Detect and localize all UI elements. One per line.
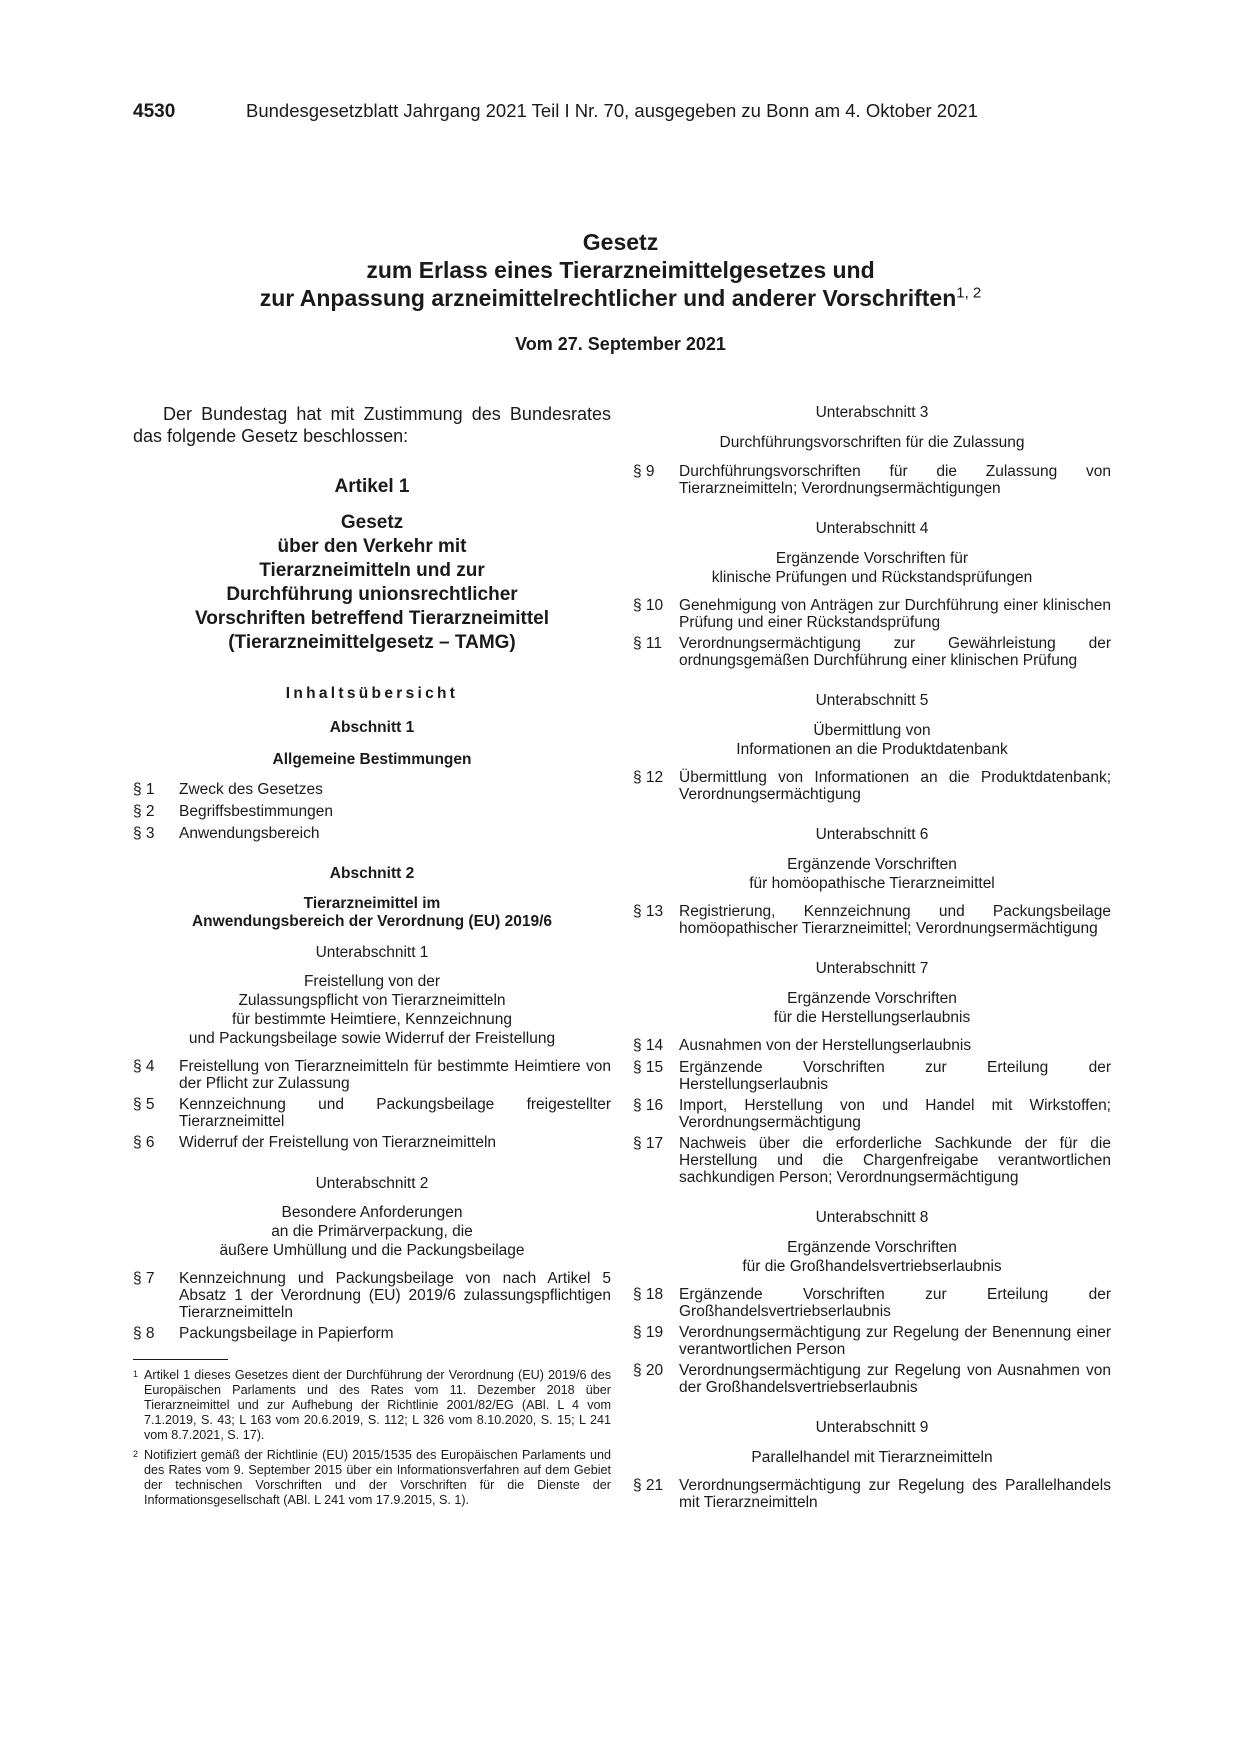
unterabschnitt-9-title: Parallelhandel mit Tierarzneimitteln — [751, 1449, 993, 1466]
unterabschnitt-8-title — [633, 1238, 1111, 1276]
subsection-title-line: für bestimmte Heimtiere, Kennzeichnung — [232, 1011, 512, 1028]
section-number: § 15 — [633, 1059, 664, 1076]
law-title-line: (Tierarzneimittelgesetz – TAMG) — [228, 632, 516, 653]
section-title: Registrierung, Kennzeichnung und Packungsbeilage homöopathischer Tierarzneimittel; Verordnungsermächtigung — [679, 903, 1111, 937]
right-column — [633, 403, 1111, 1515]
abschnitt-1-label: Abschnitt 1 — [329, 719, 415, 736]
law-title-block — [0, 228, 1241, 355]
unterabschnitt-6-title — [633, 855, 1111, 893]
section-title: Packungsbeilage in Papierform — [179, 1325, 394, 1342]
subsection-title-line: und Packungsbeilage sowie Widerruf der Freistellung — [188, 1030, 556, 1047]
section-number: § 7 — [133, 1270, 155, 1287]
unterabschnitt-1-list — [133, 1058, 611, 1152]
subsection-title-line: Ergänzende Vorschriften — [787, 856, 957, 873]
preamble: Der Bundestag hat mit Zustimmung des Bundesrates das folgende Gesetz beschlossen: — [133, 404, 611, 446]
unterabschnitt-7-label: Unterabschnitt 7 — [815, 960, 929, 977]
section-number: § 16 — [633, 1097, 664, 1114]
section-number: § 6 — [133, 1134, 155, 1151]
toc-entry[interactable] — [633, 1324, 1111, 1358]
section-number: § 4 — [133, 1058, 155, 1075]
unterabschnitt-3-list — [633, 463, 1111, 497]
subsection-title-line: Übermittlung von — [813, 722, 931, 739]
abschnitt-2-title-1: Tierarzneimittel im — [303, 895, 441, 912]
law-title-line: Tierarzneimitteln und zur — [259, 560, 485, 581]
footnote-text: Notifiziert gemäß der Richtlinie (EU) 2015/1535 des Europäischen Parlaments und des Rates vom 9. September 2015 über ein Informationsverfahren auf dem Gebiet der technischen Vorschriften und der Vorschriften für die Dienste der Informationsgesellschaft (ABl. L 241 vom 17.9.2015, S. 1). — [144, 1448, 611, 1507]
toc-entry[interactable] — [133, 1134, 611, 1152]
section-number: § 10 — [633, 597, 664, 614]
toc-entry[interactable] — [633, 1286, 1111, 1320]
publication-line: Bundesgesetzblatt Jahrgang 2021 Teil I Nr. 70, ausgegeben zu Bonn am 4. Oktober 2021 — [246, 100, 978, 121]
toc-entry[interactable] — [133, 1325, 611, 1343]
section-title: Durchführungsvorschriften für die Zulassung von Tierarzneimitteln; Verordnungsermächtigungen — [679, 463, 1111, 497]
unterabschnitt-9-list — [633, 1477, 1111, 1511]
section-title: Ergänzende Vorschriften zur Erteilung der Herstellungserlaubnis — [679, 1059, 1111, 1093]
unterabschnitt-9-label: Unterabschnitt 9 — [815, 1419, 929, 1436]
toc-entry[interactable] — [133, 1096, 611, 1130]
footnote-mark: 2 — [133, 1449, 139, 1459]
subsection-title-line: an die Primärverpackung, die — [271, 1223, 473, 1240]
footnote — [133, 1368, 611, 1443]
page-number: 4530 — [133, 101, 176, 122]
toc-entry[interactable] — [633, 903, 1111, 937]
toc-entry[interactable] — [633, 1135, 1111, 1186]
subsection-title-line: Freistellung von der — [303, 973, 441, 990]
subsection-title-line: Ergänzende Vorschriften — [787, 1239, 957, 1256]
subsection-title-line: Ergänzende Vorschriften für — [775, 550, 969, 567]
subsection-title-line: Informationen an die Produktdatenbank — [736, 741, 1008, 758]
subsection-title-line: klinische Prüfungen und Rückstandsprüfungen — [711, 569, 1033, 586]
toc-entry[interactable] — [133, 1058, 611, 1092]
abschnitt-1-title: Allgemeine Bestimmungen — [272, 751, 472, 768]
toc-entry[interactable] — [633, 635, 1111, 669]
law-title-line: Vorschriften betreffend Tierarzneimittel — [194, 608, 550, 629]
footnote — [133, 1448, 611, 1508]
footnote-mark: 1 — [133, 1369, 139, 1379]
section-title: Genehmigung von Anträgen zur Durchführung einer klinischen Prüfung und einer Rückstandsprüfung — [679, 597, 1111, 631]
section-number: § 2 — [133, 803, 155, 820]
subsection-title-line: Besondere Anforderungen — [281, 1204, 463, 1221]
section-number: § 5 — [133, 1096, 155, 1113]
toc-entry[interactable] — [133, 781, 611, 799]
law-title-line: Gesetz — [340, 512, 404, 533]
section-number: § 14 — [633, 1037, 664, 1054]
title-footnote-refs: 1, 2 — [956, 284, 982, 302]
section-title: Verordnungsermächtigung zur Regelung des Parallelhandels mit Tierarzneimitteln — [679, 1477, 1111, 1511]
toc-entry[interactable] — [633, 1477, 1111, 1511]
section-title: Widerruf der Freistellung von Tierarzneimitteln — [179, 1134, 497, 1151]
title-line-1: Gesetz — [582, 229, 659, 255]
toc-entry[interactable] — [633, 1059, 1111, 1093]
section-number: § 11 — [633, 635, 663, 652]
toc-entry[interactable] — [133, 803, 611, 821]
section-number: § 17 — [633, 1135, 664, 1152]
toc-entry[interactable] — [133, 1270, 611, 1321]
unterabschnitt-2-list — [133, 1270, 611, 1343]
section-title: Ergänzende Vorschriften zur Erteilung der Großhandelsvertriebserlaubnis — [679, 1286, 1111, 1320]
law-title-line: über den Verkehr mit — [277, 536, 467, 557]
title-line-3 — [0, 284, 1241, 312]
unterabschnitt-5-label: Unterabschnitt 5 — [815, 692, 929, 709]
section-title: Übermittlung von Informationen an die Produktdatenbank; Verordnungsermächtigung — [679, 769, 1111, 803]
section-title: Zweck des Gesetzes — [179, 781, 323, 798]
subsection-title-line: Ergänzende Vorschriften — [787, 990, 957, 1007]
law-title-line: Durchführung unionsrechtlicher — [226, 584, 518, 605]
section-title: Begriffsbestimmungen — [179, 803, 333, 820]
running-header — [133, 100, 978, 123]
toc-entry[interactable] — [133, 825, 611, 843]
toc-entry[interactable] — [633, 769, 1111, 803]
article-heading: Artikel 1 — [334, 476, 410, 497]
left-column — [133, 403, 611, 1513]
section-number: § 8 — [133, 1325, 155, 1342]
section-title: Verordnungsermächtigung zur Gewährleistung der ordnungsgemäßen Durchführung einer klinischen Prüfung — [679, 635, 1111, 669]
section-title: Nachweis über die erforderliche Sachkunde der für die Herstellung und die Chargenfreigabe verantwortlichen sachkundigen Person; Verordnungsermächtigung — [679, 1135, 1111, 1186]
unterabschnitt-8-label: Unterabschnitt 8 — [815, 1209, 929, 1226]
section-number: § 19 — [633, 1324, 664, 1341]
unterabschnitt-8-list — [633, 1286, 1111, 1396]
section-title: Import, Herstellung von und Handel mit Wirkstoffen; Verordnungsermächtigung — [679, 1097, 1111, 1131]
unterabschnitt-1-title — [133, 972, 611, 1048]
section-number: § 20 — [633, 1362, 664, 1379]
subsection-title-line: äußere Umhüllung und die Packungsbeilage — [219, 1242, 525, 1259]
unterabschnitt-5-list — [633, 769, 1111, 803]
toc-entry[interactable] — [633, 1362, 1111, 1396]
section-title: Kennzeichnung und Packungsbeilage von nach Artikel 5 Absatz 1 der Verordnung (EU) 2019/6 zulassungspflichtigen Tierarzneimitteln — [179, 1270, 611, 1321]
abschnitt-2-label: Abschnitt 2 — [329, 865, 415, 882]
abschnitt-1-list — [133, 781, 611, 843]
unterabschnitt-4-label: Unterabschnitt 4 — [815, 520, 929, 537]
subsection-title-line: für die Herstellungserlaubnis — [773, 1009, 971, 1026]
law-full-title — [133, 511, 611, 655]
toc-entry[interactable] — [633, 1097, 1111, 1131]
toc-entry[interactable] — [633, 597, 1111, 631]
unterabschnitt-1-label: Unterabschnitt 1 — [315, 944, 429, 961]
abschnitt-2-title-2: Anwendungsbereich der Verordnung (EU) 2019/6 — [191, 913, 553, 930]
footnotes — [133, 1359, 611, 1508]
unterabschnitt-4-list — [633, 597, 1111, 669]
subsection-title-line: für die Großhandelsvertriebserlaubnis — [742, 1258, 1002, 1275]
section-number: § 12 — [633, 769, 664, 786]
section-number: § 13 — [633, 903, 664, 920]
unterabschnitt-2-title — [133, 1203, 611, 1260]
section-title: Freistellung von Tierarzneimitteln für bestimmte Heimtiere von der Pflicht zur Zulassung — [179, 1058, 611, 1092]
unterabschnitt-3-label: Unterabschnitt 3 — [815, 404, 929, 421]
section-title: Verordnungsermächtigung zur Regelung von Ausnahmen von der Großhandelsvertriebserlaubnis — [679, 1362, 1111, 1396]
toc-heading: Inhaltsübersicht — [285, 685, 459, 702]
toc-entry[interactable] — [633, 1037, 1111, 1055]
subsection-title-line: für homöopathische Tierarzneimittel — [749, 875, 995, 892]
footnote-text: Artikel 1 dieses Gesetzes dient der Durchführung der Verordnung (EU) 2019/6 des Europäischen Parlaments und des Rates vom 11. Dezember 2018 über Tierarzneimittel und zur Aufhebung der Richtlinie 2001/82/EG (ABl. L 4 vom 7.1.2019, S. 43; L 163 vom 20.6.2019, S. 112; L 326 vom 8.10.2020, S. 15; L 241 vom 8.7.2021, S. 17). — [144, 1368, 611, 1442]
unterabschnitt-7-list — [633, 1037, 1111, 1186]
title-line-3-text: zur Anpassung arzneimittelrechtlicher und anderer Vorschriften — [259, 285, 957, 311]
section-number: § 21 — [633, 1477, 664, 1494]
section-title: Verordnungsermächtigung zur Regelung der Benennung einer verantwortlichen Person — [679, 1324, 1111, 1358]
section-number: § 1 — [133, 781, 155, 798]
section-title: Kennzeichnung und Packungsbeilage freigestellter Tierarzneimittel — [179, 1096, 611, 1130]
unterabschnitt-5-title — [633, 721, 1111, 759]
section-number: § 3 — [133, 825, 155, 842]
subsection-title-line: Zulassungspflicht von Tierarzneimitteln — [238, 992, 506, 1009]
section-title: Ausnahmen von der Herstellungserlaubnis — [679, 1037, 972, 1054]
unterabschnitt-3-title: Durchführungsvorschriften für die Zulassung — [719, 434, 1025, 451]
unterabschnitt-2-label: Unterabschnitt 2 — [315, 1175, 429, 1192]
unterabschnitt-6-label: Unterabschnitt 6 — [815, 826, 929, 843]
section-title: Anwendungsbereich — [179, 825, 320, 842]
unterabschnitt-7-title — [633, 989, 1111, 1027]
toc-entry[interactable] — [633, 463, 1111, 497]
footnote-divider — [133, 1359, 228, 1360]
unterabschnitt-6-list — [633, 903, 1111, 937]
law-date: Vom 27. September 2021 — [515, 334, 726, 354]
section-number: § 18 — [633, 1286, 664, 1303]
section-number: § 9 — [633, 463, 655, 480]
title-line-2: zum Erlass eines Tierarzneimittelgesetzes und — [366, 257, 875, 283]
unterabschnitt-4-title — [633, 549, 1111, 587]
